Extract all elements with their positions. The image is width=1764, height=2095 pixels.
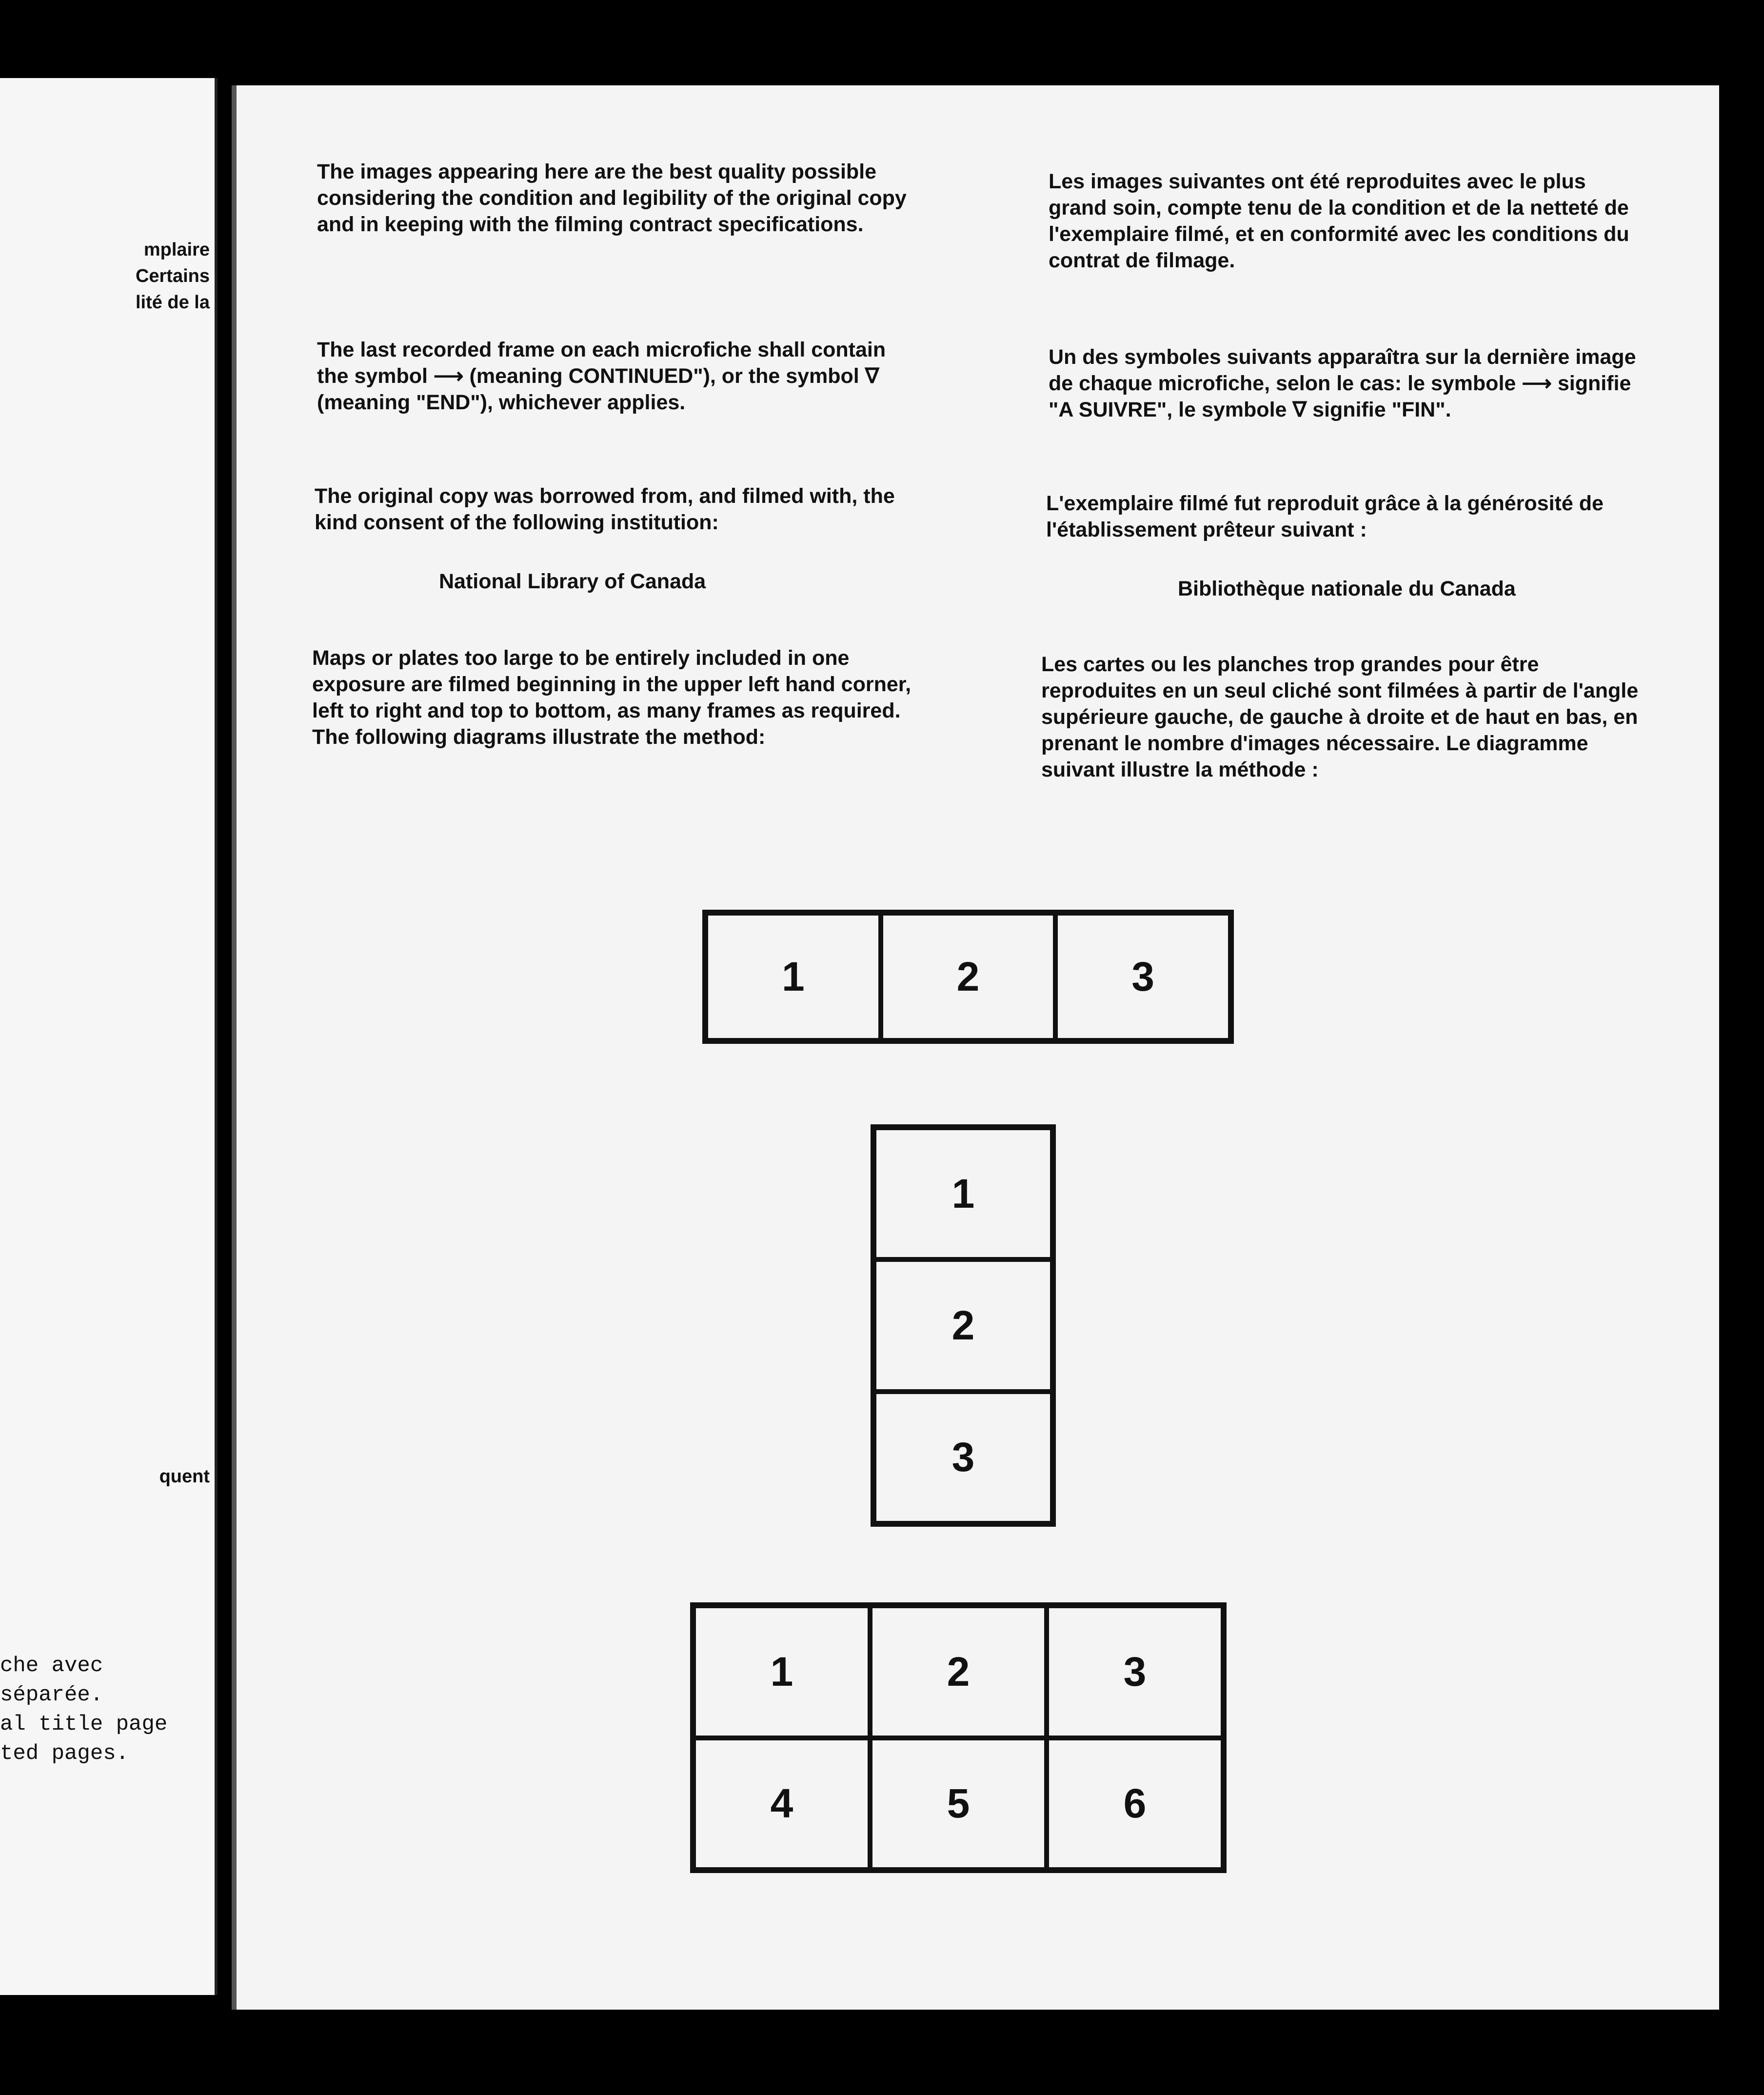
grid-frame: 2 [870, 1606, 1047, 1738]
english-paragraph-1: The images appearing here are the best quality possible considering the condition and legibility of the original copy and in keeping with the filming contract specifications. [317, 160, 907, 236]
french-paragraph-1: Les images suivantes ont été reproduites avec le plus grand soin, compte tenu de la condition et de la netteté de l'exemplaire filmé, et en conformité avec les conditions du contrat de filmage. [1049, 170, 1629, 272]
column-frame: 3 [874, 1392, 1052, 1523]
french-paragraph-2: Un des symboles suivants apparaîtra sur la dernière image de chaque microfiche, selon le cas: le symbole ⟶ signifie "A SUIVRE", le symbole ∇ signifie "FIN". [1049, 345, 1636, 421]
left-page-fragment [0, 78, 218, 1995]
column-frame: 1 [874, 1128, 1052, 1259]
english-institution: National Library of Canada [439, 570, 706, 593]
english-paragraph-3: The original copy was borrowed from, and filmed with, the kind consent of the following institution: [315, 484, 895, 534]
english-paragraph-4: Maps or plates too large to be entirely included in one exposure are filmed beginning in the upper left hand corner, left to right and top to bottom, as many frames as required. The following diagrams illustrate the method: [312, 646, 912, 749]
row-frame: 3 [1055, 913, 1230, 1040]
english-paragraph-2: The last recorded frame on each microfiche shall contain the symbol ⟶ (meaning CONTINUED"), or the symbol ∇ (meaning "END"), whichever applies. [317, 338, 886, 414]
left-text-line-4: quent [159, 1466, 210, 1487]
left-text-line-1: mplaire [143, 239, 210, 260]
grid-frame: 4 [694, 1738, 870, 1870]
grid-frame: 1 [694, 1606, 870, 1738]
left-text-line-2: Certains [135, 266, 210, 286]
left-mono-line-3: al title page [0, 1712, 168, 1736]
left-mono-line-2: séparée. [0, 1683, 103, 1707]
grid-diagram [690, 1602, 1227, 1873]
grid-frame: 3 [1047, 1606, 1223, 1738]
french-paragraph-4: Les cartes ou les planches trop grandes pour être reproduites en un seul cliché sont filmées à partir de l'angle supérieure gauche, de gauche à droite et de haut en bas, en prenant le nombre d'images nécessaire. Le diagramme suivant illustre la méthode : [1041, 653, 1639, 781]
column-diagram [871, 1124, 1056, 1527]
row-diagram [702, 910, 1234, 1044]
grid-frame: 5 [870, 1738, 1047, 1870]
french-institution: Bibliothèque nationale du Canada [1178, 577, 1516, 600]
row-frame: 1 [706, 913, 881, 1040]
grid-frame: 6 [1047, 1738, 1223, 1870]
row-frame: 2 [881, 913, 1056, 1040]
column-frame: 2 [874, 1259, 1052, 1391]
left-mono-line-4: ted pages. [0, 1741, 129, 1766]
french-paragraph-3: L'exemplaire filmé fut reproduit grâce à la générosité de l'établissement prêteur suivant : [1046, 492, 1604, 541]
left-text-line-3: lité de la [135, 292, 210, 313]
left-mono-line-1: che avec [0, 1654, 103, 1678]
